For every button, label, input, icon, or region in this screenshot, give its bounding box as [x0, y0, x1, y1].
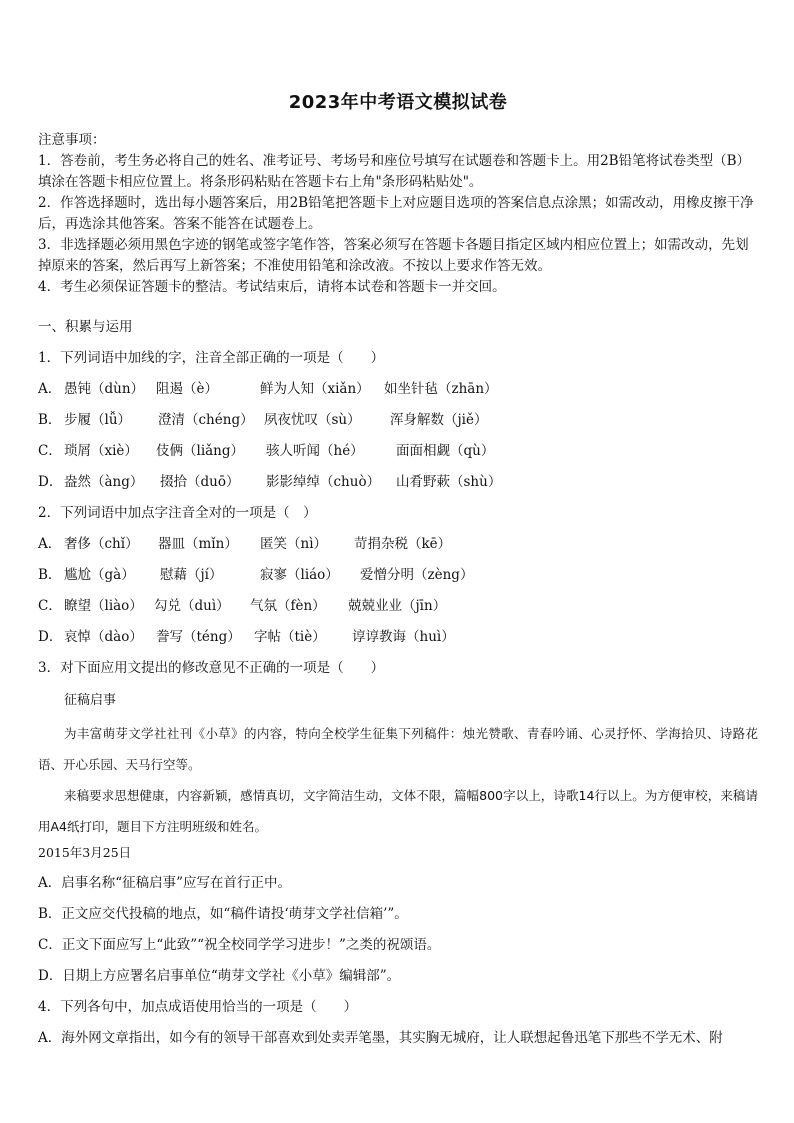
- question-1-stem: 1．下列词语中加线的字，注音全部正确的一项是（ ）: [38, 350, 385, 366]
- notes-item: 4．考生必须保证答题卡的整洁。考试结束后，请将本试卷和答题卡一并交回。: [38, 279, 506, 295]
- option-word: 骇人听闻（hé）: [266, 443, 364, 459]
- option-word: 奢侈（chǐ）: [64, 536, 139, 552]
- option-word: 琐屑（xiè）: [64, 443, 138, 459]
- q1-option-a: [38, 379, 758, 400]
- option-letter: B．: [38, 412, 62, 428]
- question-2-stem: 2．下列词语中加点字注音全对的一项是（ ）: [38, 505, 317, 521]
- q1-option-c: [38, 441, 758, 462]
- option-word: 匿笑（nì）: [260, 536, 328, 552]
- option-letter: B．: [38, 567, 62, 583]
- option-word: 字帖（tiè）: [254, 629, 326, 645]
- option-letter: C．: [38, 598, 62, 614]
- option-word: 掇拾（duō）: [160, 474, 240, 490]
- q1-option-d: [38, 472, 758, 493]
- option-letter: D．: [38, 629, 63, 645]
- option-word: 勾兑（duì）: [154, 598, 230, 614]
- notes-item: 1．答卷前，考生务必将自己的姓名、准考证号、考场号和座位号填写在试题卷和答题卡上。用2B铅笔将试卷类型（B）填涂在答题卡相应位置上。将条形码粘贴在答题卡右上角"条形码粘贴处"。: [38, 153, 751, 190]
- option-word: 山肴野蔌（shù）: [396, 474, 502, 490]
- notes-item: 2．作答选择题时，选出每小题答案后，用2B铅笔把答题卡上对应题目选项的答案信息点涂黑；如需改动，用橡皮擦干净后，再选涂其他答案。答案不能答在试题卷上。: [38, 195, 754, 232]
- notes-block: [38, 130, 758, 298]
- q3-option-a: A．启事名称“征稿启事”应写在首行正中。: [38, 875, 292, 891]
- question-3-stem: 3．对下面应用文提出的修改意见不正确的一项是（ ）: [38, 660, 385, 676]
- notice-paragraph: 为丰富萌芽文学社社刊《小草》的内容，特向全校学生征集下列稿件：烛光赞歌、青春吟诵、心灵抒怀、学海拾贝、诗路花语、开心乐园、天马行空等。: [38, 726, 758, 772]
- option-word: 鲜为人知（xiǎn）: [260, 381, 370, 397]
- option-letter: A．: [38, 536, 62, 552]
- option-word: 盎然（àng）: [64, 474, 144, 490]
- q4-option-a: A．海外网文章指出，如今有的领导干部喜欢到处卖弄笔墨，其实胸无城府，让人联想起鲁迅笔下那些不学无术、附: [38, 1030, 723, 1046]
- q1-option-b: [38, 410, 758, 431]
- question-4-stem: 4．下列各句中，加点成语使用恰当的一项是（ ）: [38, 999, 358, 1015]
- page-title: 2023年中考语文模拟试卷: [288, 92, 508, 113]
- option-word: 气氛（fèn）: [250, 598, 326, 614]
- exam-page: [38, 88, 758, 1059]
- option-word: 如坐针毡（zhān）: [384, 381, 498, 397]
- option-word: 阻遏（è）: [156, 381, 218, 397]
- notes-heading: 注意事项：: [38, 132, 106, 148]
- option-word: 慰藉（jí）: [160, 567, 223, 583]
- q2-option-d: [38, 627, 758, 648]
- q2-option-c: [38, 596, 758, 617]
- option-word: 谆谆教诲（huì）: [352, 629, 455, 645]
- option-word: 寂寥（liáo）: [260, 567, 339, 583]
- notice-heading: 征稿启事: [64, 693, 117, 708]
- section-heading: 一、积累与运用: [38, 319, 133, 335]
- option-letter: C．: [38, 443, 62, 459]
- q2-option-b: [38, 565, 758, 586]
- option-word: 瞭望（liào）: [64, 598, 143, 614]
- q3-option-b: B．正文应交代投稿的地点，如“稿件请投‘萌芽文学社信箱’”。: [38, 906, 408, 922]
- q3-option-c: C．正文下面应写上“此致”“祝全校同学学习进步！”之类的祝颂语。: [38, 937, 441, 953]
- option-word: 兢兢业业（jīn）: [348, 598, 447, 614]
- option-word: 尴尬（gà）: [64, 567, 135, 583]
- option-word: 器皿（mǐn）: [158, 536, 238, 552]
- option-letter: D．: [38, 474, 63, 490]
- option-word: 澄清（chéng）: [158, 412, 254, 428]
- option-word: 浑身解数（jiě）: [390, 412, 488, 428]
- option-word: 夙夜忧叹（sù）: [264, 412, 361, 428]
- option-word: 爱憎分明（zèng）: [360, 567, 474, 583]
- option-word: 誊写（téng）: [156, 629, 241, 645]
- notice-date: 2015年3月25日: [38, 845, 132, 860]
- option-word: 愚钝（dùn）: [64, 381, 145, 397]
- notice-paragraph: 来稿要求思想健康，内容新颖，感情真切，文字简洁生动，文体不限，篇幅800字以上，诗歌14行以上。为方便审校，来稿请用A4纸打印，题目下方注明班级和姓名。: [38, 788, 758, 834]
- option-letter: A．: [38, 381, 62, 397]
- option-word: 伎俩（liǎng）: [156, 443, 245, 459]
- option-word: 步履（lǚ）: [64, 412, 132, 428]
- option-word: 哀悼（dào）: [64, 629, 143, 645]
- q3-option-d: D．日期上方应署名启事单位“萌芽文学社《小草》编辑部”。: [38, 968, 401, 984]
- option-word: 影影绰绰（chuò）: [266, 474, 381, 490]
- notes-item: 3．非选择题必须用黑色字迹的钢笔或签字笔作答，答案必须写在答题卡各题目指定区域内相应位置上；如需改动，先划掉原来的答案，然后再写上新答案；不准使用铅笔和涂改液。不按以上要求作答无效。: [38, 237, 749, 274]
- q2-option-a: [38, 534, 758, 555]
- option-word: 苛捐杂税（kē）: [354, 536, 452, 552]
- option-word: 面面相觑（qù）: [396, 443, 495, 459]
